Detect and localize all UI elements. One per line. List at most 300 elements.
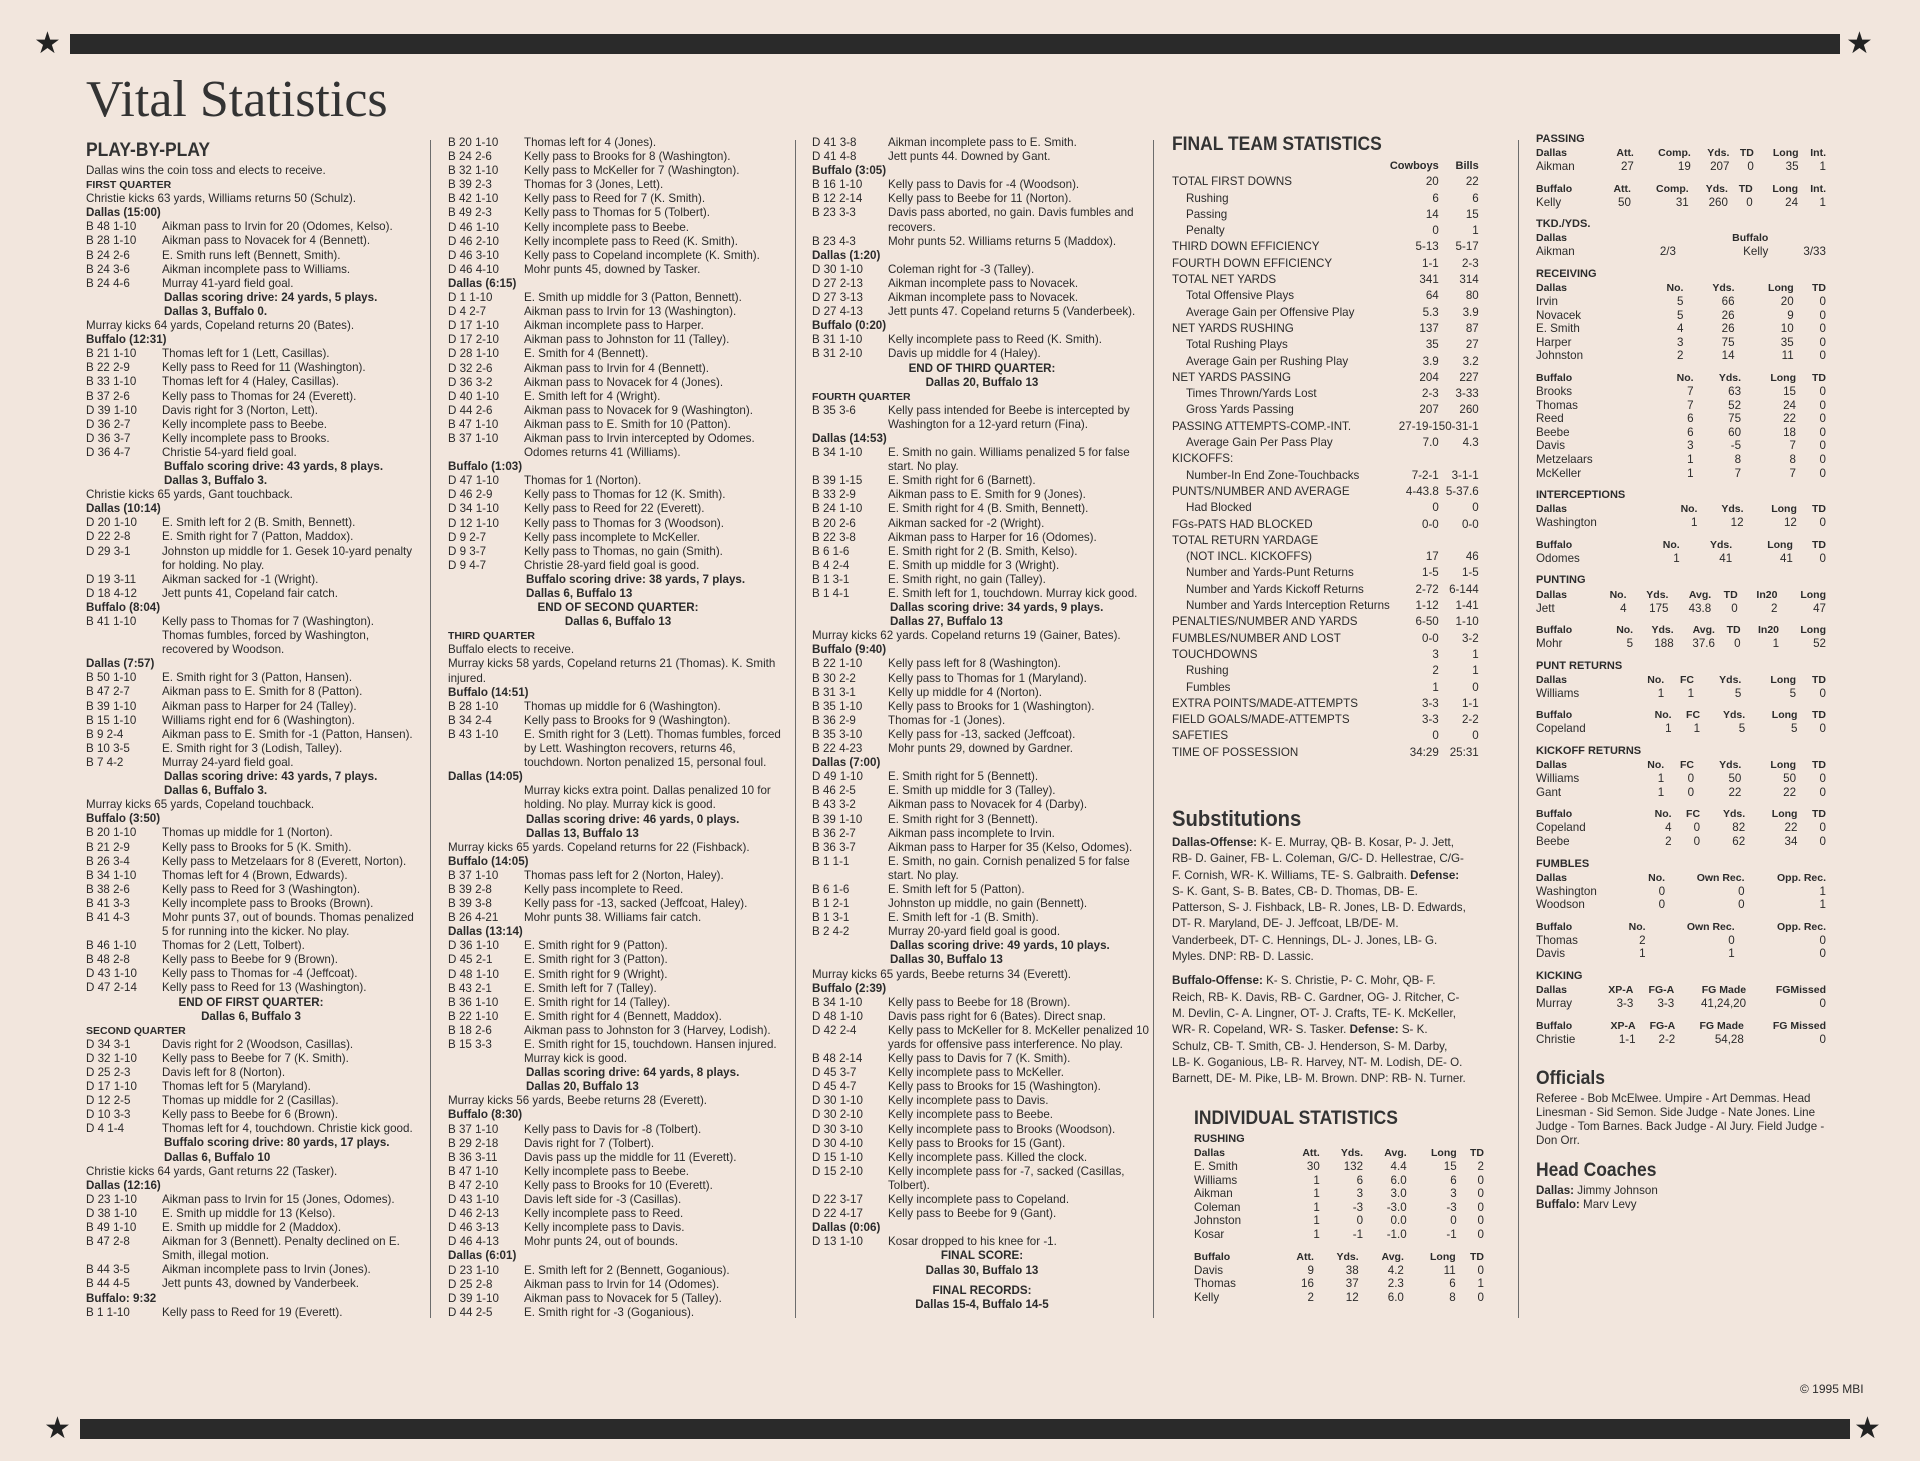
stat-column-header: Long bbox=[1771, 808, 1798, 821]
play-position: B 24 1-10 bbox=[812, 502, 863, 516]
stat-column-header: TD bbox=[1812, 372, 1826, 385]
stat-column-header: FG-A bbox=[1649, 1019, 1676, 1032]
player-stat-value: 0 bbox=[1819, 516, 1826, 530]
play-position: D 39 1-10 bbox=[448, 1291, 499, 1305]
play-position: D 12 2-5 bbox=[86, 1094, 131, 1108]
player-stat-row bbox=[1536, 426, 1826, 440]
play-position: D 10 3-3 bbox=[86, 1108, 131, 1122]
play-description: Aikman pass to Harper for 16 (Odomes). bbox=[888, 530, 1097, 544]
play-note: Christie kicks 63 yards, Williams returns 50 (Schulz). bbox=[86, 192, 356, 206]
team-stat-label: SAFETIES bbox=[1172, 729, 1229, 743]
play-note: Murray kicks 65 yards. Copeland returns for 22 (Fishback). bbox=[448, 840, 750, 854]
play-position: D 30 1-10 bbox=[812, 1094, 863, 1108]
play-position: D 46 4-10 bbox=[448, 262, 499, 276]
play-row bbox=[86, 883, 416, 897]
play-position: B 10 3-5 bbox=[86, 741, 130, 755]
stat-column-header: Long bbox=[1772, 147, 1799, 160]
player-name: Copeland bbox=[1536, 821, 1586, 835]
player-stat-value: 1 bbox=[1691, 516, 1698, 530]
player-stat-value: 62 bbox=[1732, 834, 1746, 848]
team-stat-row bbox=[1172, 337, 1479, 353]
play-position: B 34 1-10 bbox=[812, 446, 863, 460]
play-description: E. Smith left for 5 (Patton). bbox=[888, 882, 1025, 896]
scoring-drive: Dallas scoring drive: 64 yards, 8 plays. bbox=[526, 1066, 740, 1080]
play-row bbox=[812, 192, 1152, 206]
play-description: Aikman pass to E. Smith for -1 (Patton, Hansen). bbox=[162, 727, 413, 741]
play-row bbox=[448, 939, 788, 953]
play-row bbox=[448, 333, 788, 347]
play-description: Kelly pass intended for Beebe is intercepted by Washington for a 12-yard return (Fina). bbox=[888, 403, 1130, 431]
play-description: Kelly pass to Reed for 11 (Washington). bbox=[162, 361, 366, 375]
play-row bbox=[812, 545, 1152, 559]
play-row bbox=[812, 1108, 1152, 1122]
team-stat-label: TOUCHDOWNS bbox=[1172, 647, 1258, 661]
play-row bbox=[812, 206, 1152, 234]
player-name: McKeller bbox=[1536, 466, 1582, 480]
player-stat-value: 54,28 bbox=[1714, 1032, 1744, 1046]
play-row bbox=[812, 841, 1152, 855]
play-row bbox=[86, 234, 416, 248]
cowboys-stat-value: 6-50 bbox=[1415, 615, 1439, 629]
player-stat-value: 6.0 bbox=[1390, 1173, 1407, 1187]
player-stat-value: 1 bbox=[1665, 722, 1672, 736]
play-description: E. Smith up middle for 3 (Talley). bbox=[888, 784, 1056, 798]
team-stat-label: TIME OF POSSESSION bbox=[1172, 745, 1299, 759]
player-stat-value: 0 bbox=[1477, 1290, 1484, 1304]
player-stat-value: 41,24,20 bbox=[1700, 997, 1747, 1011]
play-position: B 22 1-10 bbox=[448, 1009, 499, 1023]
play-description: Kelly incomplete pass to Beebe. bbox=[524, 220, 689, 234]
stat-block-table bbox=[1536, 502, 1826, 530]
stat-column-header: Att. bbox=[1616, 147, 1634, 160]
team-stat-row bbox=[1172, 533, 1479, 549]
play-row bbox=[448, 545, 788, 559]
player-stat-value: 3 bbox=[1677, 335, 1684, 349]
player-name: Kosar bbox=[1194, 1228, 1225, 1242]
team-stat-row bbox=[1172, 386, 1479, 402]
play-row bbox=[86, 390, 416, 404]
team-stat-label: Average Gain Per Pass Play bbox=[1186, 436, 1333, 450]
score-line: Dallas 6, Buffalo 13 bbox=[526, 587, 633, 600]
player-stat-value: 12 bbox=[1730, 516, 1744, 530]
cowboys-stat-value: 4-43.8 bbox=[1405, 484, 1439, 498]
play-position: D 36 4-7 bbox=[86, 445, 131, 459]
play-description: Kelly pass to Brooks for 8 (Washington). bbox=[524, 150, 731, 164]
play-position: B 28 1-10 bbox=[448, 699, 499, 713]
bills-stat-value: 27 bbox=[1465, 338, 1479, 352]
cowboys-stat-value: 137 bbox=[1419, 321, 1439, 335]
play-row bbox=[812, 1123, 1152, 1137]
play-description: E. Smith for 4 (Bennett). bbox=[524, 347, 649, 361]
score-line: Dallas 6, Buffalo 3. bbox=[164, 784, 268, 798]
player-stat-value: 1 bbox=[1687, 466, 1694, 480]
player-stat-value: 7 bbox=[1734, 466, 1742, 480]
player-stat-row bbox=[1536, 349, 1826, 363]
player-stat-row bbox=[1194, 1160, 1484, 1174]
play-position: B 26 4-21 bbox=[448, 911, 499, 925]
play-description: Johnston up middle for 1. Gesek 10-yard penalty for holding. No play. bbox=[162, 544, 413, 572]
team-stats-table bbox=[1172, 158, 1479, 761]
quarter-summary: Dallas 6, Buffalo 3 bbox=[201, 1009, 301, 1023]
player-name: Beebe bbox=[1536, 834, 1570, 848]
play-row bbox=[86, 516, 416, 530]
bills-stat-value: 1 bbox=[1472, 647, 1479, 661]
stat-block bbox=[1536, 267, 1826, 363]
player-stat-value: 5 bbox=[1677, 308, 1684, 322]
play-position: B 35 1-10 bbox=[812, 699, 863, 713]
star-icon: ★ bbox=[34, 26, 61, 61]
play-position: B 1 1-1 bbox=[812, 854, 850, 868]
stat-column-header: TD bbox=[1812, 538, 1826, 551]
play-description: Kelly pass to Brooks for 10 (Everett). bbox=[524, 1178, 713, 1192]
play-position: D 23 1-10 bbox=[448, 1263, 499, 1277]
star-icon: ★ bbox=[1846, 26, 1873, 61]
play-by-play-column-2 bbox=[448, 136, 788, 1320]
play-note: Christie kicks 64 yards, Gant returns 22 (Tasker). bbox=[86, 1164, 338, 1178]
player-stat-value: 1 bbox=[1772, 637, 1780, 651]
stat-block-table bbox=[1536, 231, 1826, 259]
play-description: Kelly pass to Brooks for 9 (Washington). bbox=[524, 713, 731, 727]
copyright: © 1995 MBI bbox=[1800, 1382, 1864, 1396]
play-description: Jett punts 44. Downed by Gant. bbox=[888, 150, 1051, 164]
bills-stat-value: 6-144 bbox=[1449, 582, 1479, 596]
cowboys-stat-value bbox=[1390, 451, 1439, 467]
player-stat-value: 47 bbox=[1813, 601, 1826, 615]
play-position: D 49 1-10 bbox=[812, 770, 863, 784]
play-position: B 48 2-14 bbox=[812, 1052, 863, 1066]
player-stat-value: 15 bbox=[1443, 1160, 1457, 1174]
stat-column-header: TD bbox=[1726, 624, 1741, 637]
play-position: D 46 2-9 bbox=[448, 488, 493, 502]
stat-column-header: Int. bbox=[1810, 147, 1826, 160]
play-description: Aikman sacked for -1 (Wright). bbox=[162, 572, 319, 586]
play-description: Kelly incomplete pass to Copeland. bbox=[888, 1193, 1070, 1207]
player-stat-row bbox=[1536, 835, 1826, 849]
stat-block-heading: KICKING bbox=[1536, 969, 1583, 982]
play-row bbox=[86, 1235, 416, 1263]
play-row bbox=[448, 235, 788, 249]
stat-block bbox=[1536, 807, 1826, 848]
play-description: Kelly pass to Davis for -4 (Woodson). bbox=[888, 178, 1080, 192]
score-line: Dallas 27, Buffalo 13 bbox=[890, 615, 1003, 629]
play-row bbox=[812, 235, 1152, 249]
stat-column-header: No. bbox=[1628, 920, 1646, 933]
play-position: B 39 1-15 bbox=[812, 474, 863, 488]
player-stat-value: 2 bbox=[1477, 1160, 1484, 1174]
play-position: D 48 1-10 bbox=[812, 1009, 863, 1023]
team-stat-row bbox=[1172, 712, 1479, 728]
quarter-summary: END OF THIRD QUARTER: bbox=[908, 361, 1056, 375]
stat-column-header: Opp. Rec. bbox=[1776, 871, 1826, 884]
play-description: E. Smith right, no gain (Talley). bbox=[888, 572, 1046, 586]
team-stat-label: Times Thrown/Yards Lost bbox=[1186, 387, 1317, 401]
player-stat-value: 0 bbox=[1819, 335, 1826, 349]
stat-column-header: No. bbox=[1647, 759, 1665, 772]
play-description: Kelly pass to Beebe for 18 (Brown). bbox=[888, 995, 1071, 1009]
team-stat-row bbox=[1172, 321, 1479, 337]
player-stat-value: 175 bbox=[1649, 601, 1669, 615]
player-stat-row bbox=[1194, 1291, 1484, 1305]
player-stat-value: 1 bbox=[1657, 686, 1665, 700]
play-description: Kelly incomplete pass to Brooks. bbox=[162, 431, 330, 445]
player-stat-value: 52 bbox=[1728, 398, 1742, 412]
player-stat-value: 1 bbox=[1673, 551, 1680, 565]
play-position: D 32 2-6 bbox=[448, 361, 493, 375]
bills-stat-value: 3-2 bbox=[1461, 631, 1479, 645]
play-description: Aikman pass to Novacek for 9 (Washington). bbox=[524, 403, 753, 417]
cowboys-stat-value: 17 bbox=[1425, 550, 1439, 564]
play-row bbox=[812, 728, 1152, 742]
play-row bbox=[86, 1094, 416, 1108]
play-row bbox=[448, 1024, 788, 1038]
team-stat-row bbox=[1172, 631, 1479, 647]
player-stat-row bbox=[1536, 245, 1826, 259]
score-line: Dallas 30, Buffalo 13 bbox=[890, 953, 1003, 967]
play-row bbox=[448, 319, 788, 333]
play-description: E. Smith up middle for 3 (Patton, Bennett). bbox=[524, 291, 742, 305]
player-stat-value: 9 bbox=[1787, 308, 1794, 322]
player-stat-value: 1 bbox=[1819, 884, 1826, 898]
play-note: Murray kicks 56 yards, Beebe returns 28 (Everett). bbox=[448, 1094, 708, 1108]
play-row bbox=[448, 362, 788, 376]
play-description: E. Smith right for 14 (Talley). bbox=[524, 995, 671, 1009]
play-position: B 44 3-5 bbox=[86, 1263, 130, 1277]
play-position: D 23 1-10 bbox=[86, 1192, 137, 1206]
play-note: Murray kicks 65 yards, Copeland touchback. bbox=[86, 798, 315, 812]
play-row bbox=[448, 432, 788, 460]
cowboys-stat-value: 2-72 bbox=[1415, 582, 1439, 596]
head-coaches-heading: Head Coaches bbox=[1536, 1160, 1657, 1182]
play-description: Kelly pass to Beebe for 11 (Norton). bbox=[888, 192, 1072, 206]
play-description: Aikman incomplete pass to Irvin (Jones). bbox=[162, 1263, 371, 1277]
stat-block-table bbox=[1536, 623, 1826, 651]
player-stat-row bbox=[1536, 722, 1826, 736]
play-position: B 46 1-10 bbox=[86, 939, 137, 953]
play-position: B 22 3-8 bbox=[812, 530, 856, 544]
stat-column-header bbox=[1768, 231, 1826, 245]
play-position: D 45 2-1 bbox=[448, 953, 493, 967]
play-row bbox=[812, 784, 1152, 798]
play-position: D 46 2-10 bbox=[448, 234, 499, 248]
play-by-play-column-1 bbox=[86, 140, 416, 1320]
stat-column-header: TD bbox=[1812, 503, 1826, 516]
team-stat-row bbox=[1172, 549, 1479, 565]
play-row bbox=[86, 1221, 416, 1235]
bills-stat-value: 227 bbox=[1459, 370, 1479, 384]
stat-block-heading: INTERCEPTIONS bbox=[1536, 489, 1626, 502]
play-row bbox=[86, 615, 416, 657]
player-stat-value: 1 bbox=[1313, 1214, 1320, 1228]
player-stat-value: 5 bbox=[1734, 686, 1742, 700]
play-position: B 32 1-10 bbox=[448, 164, 499, 178]
play-position: D 32 1-10 bbox=[86, 1051, 137, 1065]
play-description: E. Smith right for 2 (B. Smith, Kelso). bbox=[888, 544, 1078, 558]
play-row bbox=[86, 1052, 416, 1066]
bills-stat-value: 6 bbox=[1472, 191, 1479, 205]
play-row bbox=[812, 1080, 1152, 1094]
play-description: E. Smith right for 15, touchdown. Hansen injured. Murray kick is good. bbox=[524, 1038, 777, 1066]
bills-stat-value bbox=[1439, 533, 1479, 549]
play-description: Kelly pass to McKeller for 7 (Washington). bbox=[524, 164, 740, 178]
stat-column-header: Long bbox=[1770, 372, 1796, 385]
play-row bbox=[812, 883, 1152, 897]
play-description: Aikman pass to Novacek for 4 (Darby). bbox=[888, 798, 1088, 812]
player-stat-value: 1 bbox=[1819, 195, 1826, 209]
play-position: D 19 3-11 bbox=[86, 572, 137, 586]
team-stat-row bbox=[1172, 305, 1479, 321]
player-stat-value: 0 bbox=[1477, 1214, 1484, 1228]
player-stat-value: 6 bbox=[1356, 1173, 1364, 1187]
play-position: D 27 3-13 bbox=[812, 291, 863, 305]
play-position: D 36 2-7 bbox=[86, 417, 131, 431]
team-column-header: Buffalo bbox=[1194, 1250, 1231, 1263]
play-description: Kelly pass to Brooks for 15 (Gant). bbox=[888, 1136, 1066, 1150]
play-row bbox=[86, 361, 416, 375]
play-row bbox=[448, 206, 788, 220]
player-stat-row bbox=[1536, 309, 1826, 323]
play-position: D 45 4-7 bbox=[812, 1080, 857, 1094]
play-description: Davis pass up the middle for 11 (Everett). bbox=[524, 1150, 737, 1164]
player-stat-value: -1.0 bbox=[1386, 1228, 1407, 1242]
play-row bbox=[448, 953, 788, 967]
player-stat-value: 3/33 bbox=[1803, 245, 1826, 259]
player-stat-value: 24 bbox=[1783, 398, 1796, 412]
play-description: Aikman pass to Novacek for 5 (Talley). bbox=[524, 1291, 722, 1305]
play-row bbox=[812, 150, 1152, 164]
play-row bbox=[448, 1123, 788, 1137]
cowboys-stat-value: 0 bbox=[1432, 501, 1439, 515]
play-row bbox=[812, 587, 1152, 601]
team-stat-row bbox=[1172, 647, 1479, 663]
cowboys-stat-value: 2 bbox=[1432, 664, 1439, 678]
player-stat-row bbox=[1536, 947, 1826, 961]
player-stat-row bbox=[1536, 295, 1826, 309]
team-stat-row bbox=[1172, 370, 1479, 386]
play-position: B 39 3-8 bbox=[448, 897, 492, 911]
team-column-header: Dallas bbox=[1536, 147, 1567, 160]
player-stat-value: 0.0 bbox=[1390, 1214, 1407, 1228]
play-description: Thomas left for 4 (Haley, Casillas). bbox=[162, 375, 339, 389]
player-name: Metzelaars bbox=[1536, 453, 1593, 466]
play-description: Thomas left for 4 (Brown, Edwards). bbox=[162, 868, 348, 882]
cowboys-stat-value: 5.3 bbox=[1422, 305, 1439, 319]
bills-stat-value bbox=[1439, 451, 1479, 467]
play-row bbox=[448, 1165, 788, 1179]
team-stat-row bbox=[1172, 288, 1479, 304]
player-stat-value: 8 bbox=[1734, 453, 1742, 466]
play-row bbox=[448, 1292, 788, 1306]
play-position: B 37 2-6 bbox=[86, 389, 130, 403]
play-position: D 41 4-8 bbox=[812, 150, 857, 164]
play-position: D 13 1-10 bbox=[812, 1235, 863, 1249]
team-stat-label: Number and Yards-Punt Returns bbox=[1186, 566, 1354, 580]
player-stat-value: 0 bbox=[1819, 398, 1826, 412]
individual-stats bbox=[1194, 1108, 1484, 1304]
stat-column-header: No. bbox=[1616, 624, 1634, 637]
team-stat-label: PENALTIES/NUMBER AND YARDS bbox=[1172, 615, 1358, 629]
player-stat-value: 6 bbox=[1687, 412, 1694, 426]
play-description: Aikman incomplete pass to Harper. bbox=[524, 319, 704, 333]
cowboys-stat-value: 2-3 bbox=[1422, 387, 1439, 401]
play-row bbox=[448, 1193, 788, 1207]
play-position: D 36 3-2 bbox=[448, 375, 493, 389]
bills-stat-value: 1-1 bbox=[1461, 696, 1479, 710]
play-position: B 16 1-10 bbox=[812, 178, 863, 192]
play-row bbox=[448, 982, 788, 996]
play-description: Kelly pass to Thomas, no gain (Smith). bbox=[524, 544, 723, 558]
team-stat-row bbox=[1172, 419, 1479, 435]
stat-block-table bbox=[1536, 708, 1826, 736]
stat-column-header: Long bbox=[1430, 1250, 1456, 1263]
play-description: Kelly incomplete pass to Beebe. bbox=[524, 1164, 689, 1178]
player-stat-value: 5 bbox=[1626, 637, 1634, 651]
player-stat-row bbox=[1536, 687, 1826, 701]
play-row bbox=[812, 277, 1152, 291]
play-row bbox=[812, 1066, 1152, 1080]
cowboys-stat-value: 0 bbox=[1432, 224, 1439, 238]
player-stat-value: 38 bbox=[1345, 1263, 1359, 1277]
play-position: B 24 4-6 bbox=[86, 276, 130, 290]
play-position: B 31 1-10 bbox=[812, 333, 863, 347]
play-position: D 47 1-10 bbox=[448, 474, 499, 488]
play-position: B 35 3-6 bbox=[812, 403, 856, 417]
player-stat-value: 37 bbox=[1345, 1277, 1359, 1291]
play-description: E. Smith up middle for 3 (Wright). bbox=[888, 558, 1060, 572]
play-position: B 43 3-2 bbox=[812, 798, 856, 812]
stat-column-header: Avg. bbox=[1692, 624, 1715, 637]
play-row bbox=[812, 474, 1152, 488]
play-description: Thomas for 1 (Norton). bbox=[524, 474, 642, 488]
player-stat-value: 0 bbox=[1658, 898, 1666, 912]
play-description: Kelly pass to Copeland incomplete (K. Smith). bbox=[524, 248, 760, 262]
play-description: Kelly incomplete pass to Reed (K. Smith). bbox=[888, 333, 1102, 347]
team-stat-row bbox=[1172, 745, 1479, 761]
team-stat-label: Gross Yards Passing bbox=[1186, 403, 1294, 417]
dallas-coach: Dallas: Jimmy Johnson bbox=[1536, 1184, 1658, 1198]
player-stat-value: 35 bbox=[1780, 335, 1794, 349]
player-stat-value: 0 bbox=[1747, 160, 1754, 174]
team-stat-row bbox=[1172, 354, 1479, 370]
player-stat-value: 0 bbox=[1819, 821, 1826, 835]
scoring-drive: Dallas scoring drive: 46 yards, 0 plays. bbox=[526, 812, 740, 826]
play-description: E. Smith left for 2 (Bennett, Goganious). bbox=[524, 1263, 730, 1277]
cowboys-stat-value: 3 bbox=[1432, 647, 1439, 661]
player-stat-value: 207 bbox=[1710, 160, 1730, 174]
player-stat-row bbox=[1536, 934, 1826, 948]
play-description: Aikman pass to Irvin for 14 (Odomes). bbox=[524, 1277, 720, 1291]
play-note: Murray kicks 58 yards, Copeland returns 21 (Thomas). K. Smith injured. bbox=[448, 657, 776, 685]
stat-block bbox=[1536, 623, 1826, 651]
player-stat-row bbox=[1536, 997, 1826, 1011]
stat-column-header: TD bbox=[1812, 808, 1826, 821]
play-description: E. Smith right for 4 (Bennett, Maddox). bbox=[524, 1009, 722, 1023]
stat-column-header: In20 bbox=[1758, 624, 1780, 637]
stat-column-header: Int. bbox=[1810, 182, 1826, 195]
play-description: Davis right for 7 (Tolbert). bbox=[524, 1136, 655, 1150]
play-position: D 27 4-13 bbox=[812, 305, 863, 319]
player-name: Thomas bbox=[1536, 933, 1578, 947]
play-row bbox=[448, 347, 788, 361]
player-stat-value: 0 bbox=[1819, 551, 1826, 565]
player-stat-value: 1 bbox=[1687, 453, 1694, 466]
play-row bbox=[448, 714, 788, 728]
player-stat-value: 0 bbox=[1819, 772, 1826, 786]
cowboys-stat-value: 64 bbox=[1425, 289, 1439, 303]
player-stat-value: 260 bbox=[1708, 195, 1728, 209]
player-name: Odomes bbox=[1536, 551, 1580, 565]
stat-block bbox=[1536, 969, 1826, 1011]
player-stat-value: 188 bbox=[1654, 637, 1674, 651]
